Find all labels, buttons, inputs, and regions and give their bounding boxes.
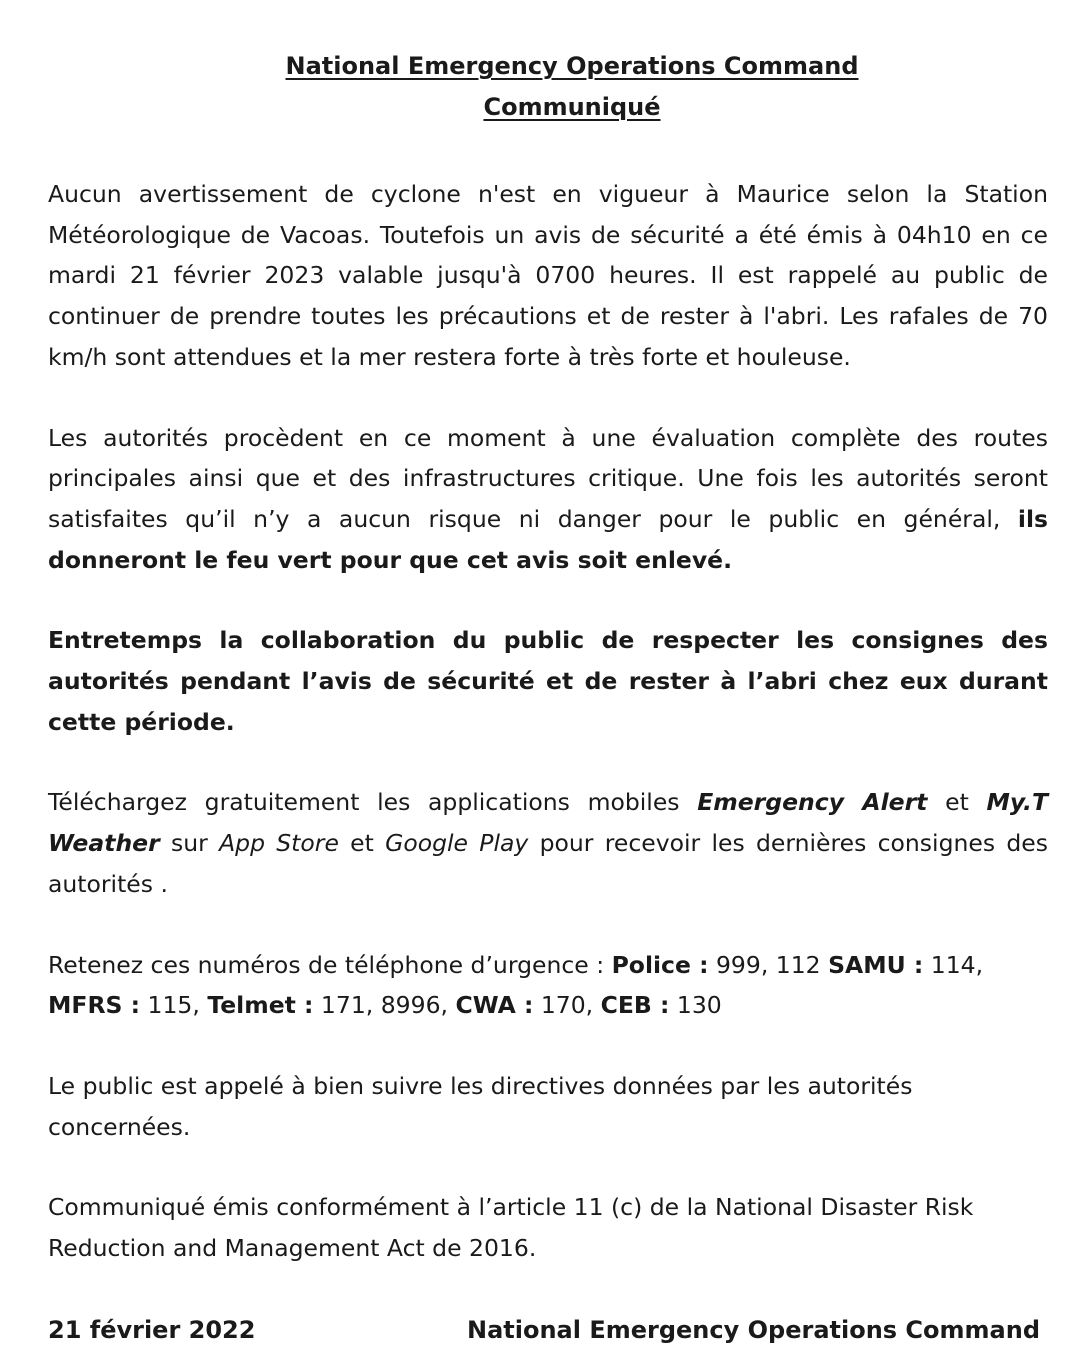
samu-label: SAMU :: [828, 950, 924, 979]
mfrs-label: MFRS :: [48, 991, 141, 1020]
paragraph-public-collaboration: Entretemps la collaboration du public de respecter les consignes des autorités pendant l’avis de sécurité et de rester à l’abri chez eux durant cette période.: [48, 626, 1048, 736]
mfrs-number: 115,: [140, 991, 208, 1020]
store-name-google-play: Google Play: [385, 829, 529, 858]
police-label: Police :: [611, 950, 709, 979]
footer-date: 21 février 2022: [48, 1315, 256, 1344]
paragraph-cyclone-status: Aucun avertissement de cyclone n'est en vigueur à Maurice selon la Station Météorologique de Vacoas. Toutefois un avis de sécurité a été émis à 04h10 en ce mardi 21 février 2023 valable jusqu'à 0700 heures. Il est rappelé au public de continuer de prendre toutes les précautions et de rester à l'abri. Les rafales de 70 km/h sont attendues et la mer restera forte à très forte et houleuse.: [48, 180, 1048, 371]
ceb-label: CEB :: [600, 991, 670, 1020]
numbers-intro: Retenez ces numéros de téléphone d’urgence :: [48, 950, 612, 979]
document-title: National Emergency Operations Command: [285, 52, 859, 80]
paragraph-legal-reference: [48, 1187, 1048, 1268]
document-footer: [48, 1310, 1048, 1350]
cwa-number: 170,: [533, 991, 601, 1020]
paragraph-emergency-numbers: [48, 945, 1048, 1026]
legal-reference-line-1: Communiqué émis conformément à l’article 11 (c) de la National Disaster Risk: [48, 1193, 974, 1222]
apps-text-4: et: [338, 829, 386, 858]
ceb-number: 130: [669, 991, 722, 1020]
paragraph-mobile-apps: [48, 782, 1048, 904]
samu-number: 114,: [923, 950, 984, 979]
cwa-label: CWA :: [455, 991, 534, 1020]
paragraph-road-evaluation-text: Les autorités procèdent en ce moment à une évaluation complète des routes principales ainsi que et des infrastructures critique. Une fois les autorités seront satisfaites qu’il n’y a aucun risque ni danger pour le public en général,: [48, 423, 1048, 533]
apps-text-2: et: [927, 788, 987, 817]
paragraph-follow-directives: Le public est appelé à bien suivre les directives données par les autorités concernées.: [48, 1071, 913, 1141]
app-name-emergency-alert: Emergency Alert: [697, 788, 928, 817]
apps-text-3: sur: [159, 829, 220, 858]
apps-text-1: Téléchargez gratuitement les applications mobiles: [48, 788, 698, 817]
app-name-myt-weather: My.T Weather: [48, 788, 1048, 858]
store-name-app-store: App Store: [219, 829, 339, 858]
communique-document: [48, 46, 1048, 1350]
paragraph-road-evaluation: [48, 418, 1048, 581]
telmet-label: Telmet :: [207, 991, 314, 1020]
footer-signature: National Emergency Operations Command: [467, 1315, 1040, 1344]
police-number: 999, 112: [708, 950, 829, 979]
paragraph-road-evaluation-bold: ils donneront le feu vert pour que cet avis soit enlevé.: [48, 504, 1048, 574]
telmet-number: 171, 8996,: [313, 991, 456, 1020]
apps-text-5: pour recevoir les dernières consignes des autorités .: [48, 829, 1048, 898]
document-header: [96, 46, 1048, 128]
document-subtitle: Communiqué: [483, 93, 661, 121]
legal-reference-line-2: Reduction and Management Act de 2016.: [48, 1234, 537, 1263]
